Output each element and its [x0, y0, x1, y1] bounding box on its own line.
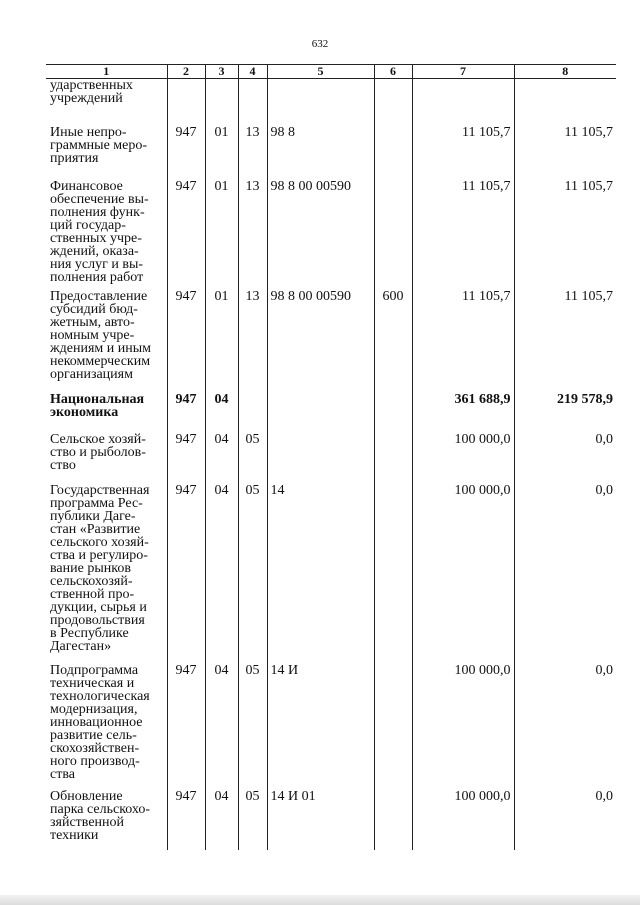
row-name-cell: Предоставление субсидий бюд- жетным, авто- номным учре- ждениям и иным некоммерческим организациям: [50, 288, 152, 382]
target-article-cell: 98 8 00 00590: [267, 290, 374, 393]
section-code-cell: [205, 79, 238, 126]
column-header: 4: [238, 65, 267, 79]
table-row: [46, 126, 616, 180]
amount-year1-cell: 11 105,7: [412, 290, 514, 393]
table-row: [46, 433, 616, 484]
subsection-code-cell: 13: [238, 290, 267, 393]
subsection-code-cell: 05: [238, 433, 267, 484]
row-name-cell: Подпрограмма техническая и технологическая модернизация, инновационное развитие сель- скохозяйствен- ного производ- ства: [50, 662, 150, 782]
target-article-cell: 14: [267, 484, 374, 664]
subsection-code-cell: [238, 79, 267, 126]
ministry-code-cell: 947: [167, 393, 205, 433]
ministry-code-cell: 947: [167, 180, 205, 290]
expense-type-cell: [374, 79, 412, 126]
subsection-code-cell: 05: [238, 484, 267, 664]
row-name-cell: Национальная экономика: [50, 391, 145, 420]
amount-year1-cell: 100 000,0: [412, 790, 514, 850]
header-row: [46, 65, 616, 79]
column-header: 7: [412, 65, 514, 79]
ministry-code-cell: 947: [167, 790, 205, 850]
expense-type-cell: 600: [374, 290, 412, 393]
expense-type-cell: [374, 484, 412, 664]
page-number: 632: [311, 38, 329, 50]
row-name-cell: ударственных учреждений: [50, 78, 133, 106]
table-row: [46, 79, 616, 126]
amount-year2-cell: 0,0: [514, 790, 616, 850]
expense-type-cell: [374, 180, 412, 290]
table-body: [46, 79, 616, 850]
target-article-cell: 14 И: [267, 664, 374, 790]
amount-year1-cell: 100 000,0: [412, 664, 514, 790]
expense-type-cell: [374, 393, 412, 433]
table-row: [46, 290, 616, 393]
amount-year2-cell: 11 105,7: [514, 180, 616, 290]
target-article-cell: [267, 393, 374, 433]
subsection-code-cell: 13: [238, 180, 267, 290]
ministry-code-cell: 947: [167, 126, 205, 180]
amount-year2-cell: 0,0: [514, 664, 616, 790]
target-article-cell: [267, 433, 374, 484]
row-name-cell: Сельское хозяй- ство и рыболов- ство: [50, 431, 146, 473]
section-code-cell: 01: [205, 180, 238, 290]
ministry-code-cell: 947: [167, 484, 205, 664]
row-name-cell: Финансовое обеспечение вы- полнения функ- ций государ- ственных учре- ждений, оказа- ния услуг и вы- полнения работ: [50, 178, 149, 285]
amount-year1-cell: 11 105,7: [412, 126, 514, 180]
column-header: 1: [46, 65, 167, 79]
ministry-code-cell: 947: [167, 664, 205, 790]
section-code-cell: 04: [205, 393, 238, 433]
expense-type-cell: [374, 790, 412, 850]
target-article-cell: 98 8: [267, 126, 374, 180]
expense-type-cell: [374, 126, 412, 180]
amount-year1-cell: [412, 79, 514, 126]
column-header: 3: [205, 65, 238, 79]
column-header: 6: [374, 65, 412, 79]
row-name-cell: Иные непро- граммные меро- приятия: [50, 124, 148, 166]
section-code-cell: 04: [205, 484, 238, 664]
subsection-code-cell: 05: [238, 790, 267, 850]
table-row: [46, 180, 616, 290]
scan-bottom-edge: [0, 895, 640, 905]
section-code-cell: 04: [205, 664, 238, 790]
amount-year2-cell: 0,0: [514, 484, 616, 664]
row-name-cell: Государственная программа Рес- публики Даге- стан «Развитие сельского хозяй- ства и регулиро- вание рынков сельскохозяй- ственной про- дукции, сырья и продовольствия в Республике Дагестан»: [50, 482, 150, 654]
ministry-code-cell: 947: [167, 290, 205, 393]
amount-year1-cell: 100 000,0: [412, 433, 514, 484]
expense-type-cell: [374, 433, 412, 484]
column-header: 5: [267, 65, 374, 79]
ministry-code-cell: [167, 79, 205, 126]
amount-year1-cell: 100 000,0: [412, 484, 514, 664]
amount-year2-cell: 0,0: [514, 433, 616, 484]
target-article-cell: 14 И 01: [267, 790, 374, 850]
amount-year2-cell: 11 105,7: [514, 290, 616, 393]
table-row: [46, 664, 616, 790]
budget-table: [46, 64, 616, 850]
amount-year2-cell: [514, 79, 616, 126]
table-row: [46, 790, 616, 850]
amount-year1-cell: 11 105,7: [412, 180, 514, 290]
row-name-cell: Обновление парка сельскохо- зяйственной техники: [50, 788, 151, 843]
expense-type-cell: [374, 664, 412, 790]
target-article-cell: [267, 79, 374, 126]
amount-year2-cell: 11 105,7: [514, 126, 616, 180]
section-code-cell: 01: [205, 126, 238, 180]
subsection-code-cell: [238, 393, 267, 433]
ministry-code-cell: 947: [167, 433, 205, 484]
section-code-cell: 04: [205, 433, 238, 484]
amount-year1-cell: 361 688,9: [412, 393, 514, 433]
table-row: [46, 484, 616, 664]
section-code-cell: 01: [205, 290, 238, 393]
table-row: [46, 393, 616, 433]
column-header: 2: [167, 65, 205, 79]
target-article-cell: 98 8 00 00590: [267, 180, 374, 290]
amount-year2-cell: 219 578,9: [514, 393, 616, 433]
subsection-code-cell: 05: [238, 664, 267, 790]
column-header: 8: [514, 65, 616, 79]
section-code-cell: 04: [205, 790, 238, 850]
subsection-code-cell: 13: [238, 126, 267, 180]
